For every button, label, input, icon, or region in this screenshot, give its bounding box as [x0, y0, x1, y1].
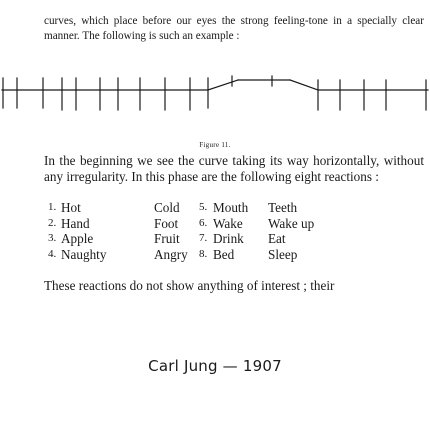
curve-rise	[208, 80, 238, 90]
reaction-stimulus: Apple	[61, 231, 94, 246]
reaction-stimulus: Hand	[61, 215, 90, 231]
reaction-row	[44, 247, 424, 263]
figure-curve-diagram	[0, 48, 430, 128]
reaction-stimulus: Hot	[61, 200, 81, 215]
reaction-number: 7.	[199, 232, 208, 244]
reactions-list	[44, 200, 424, 262]
reaction-response: Cold	[154, 200, 180, 215]
reaction-number: 2.	[48, 216, 57, 229]
reaction-response: Sleep	[268, 246, 298, 262]
reaction-number: 5.	[199, 201, 208, 213]
reaction-response: Foot	[154, 215, 179, 231]
reaction-row	[44, 231, 424, 247]
author-credit: Carl Jung — 1907	[148, 357, 282, 375]
reaction-number: 8.	[199, 247, 208, 260]
reaction-stimulus: Drink	[213, 231, 244, 246]
reaction-response: Wake up	[268, 215, 315, 231]
paragraph-intro: curves, which place before our eyes the strong feeling-tone in a specially clear manner. The following is such an example :	[44, 15, 424, 42]
paragraph-description: In the beginning we see the curve taking its way horizontally, without any irregularity. In this phase are the following eight reactions :	[44, 153, 424, 184]
reaction-stimulus: Naughty	[61, 246, 107, 262]
reaction-response: Teeth	[268, 200, 298, 215]
curve-fall	[290, 80, 318, 90]
reaction-stimulus: Mouth	[213, 200, 249, 215]
figure-caption: Figure 11.	[199, 141, 231, 149]
reaction-response: Fruit	[154, 231, 180, 246]
paragraph-continuation: These reactions do not show anything of interest ; their	[44, 278, 335, 293]
reaction-response: Angry	[154, 246, 188, 262]
reaction-row	[44, 200, 424, 216]
reaction-stimulus: Wake	[213, 215, 243, 231]
reaction-number: 6.	[199, 216, 208, 229]
reaction-stimulus: Bed	[213, 246, 235, 262]
reaction-number: 1.	[48, 201, 57, 213]
reaction-row	[44, 216, 424, 232]
reaction-number: 3.	[48, 232, 57, 244]
reaction-number: 4.	[48, 247, 57, 260]
reaction-response: Eat	[268, 231, 286, 246]
